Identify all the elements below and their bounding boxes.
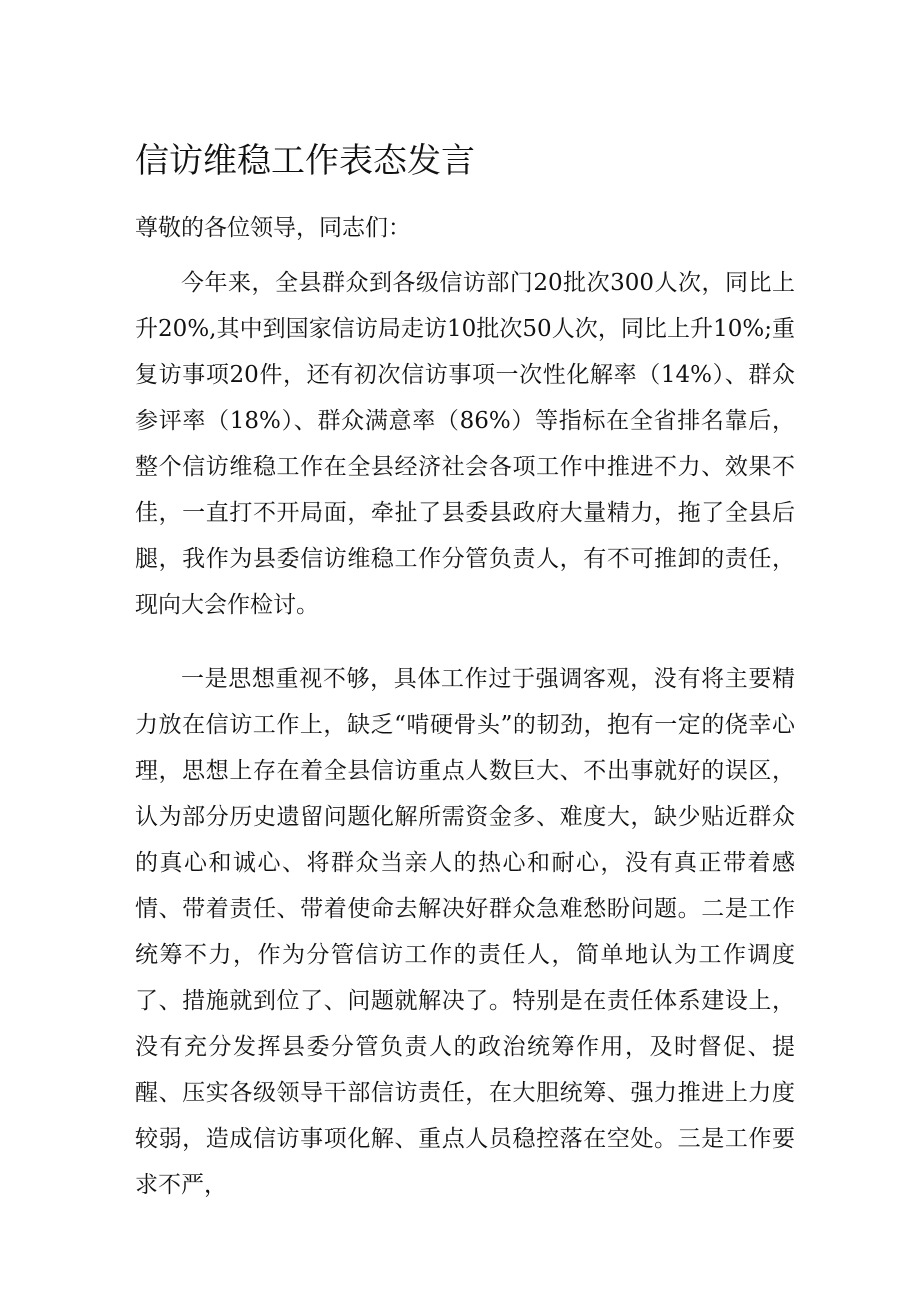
page-title: 信访维稳工作表态发言 (135, 141, 475, 181)
salutation: 尊敬的各位领导，同志们： (135, 215, 411, 241)
paragraph-2: 一是思想重视不够，具体工作过于强调客观，没有将主要精力放在信访工作上，缺乏“啃硬骨头”的韧劲，抱有一定的侥幸心理，思想上存在着全县信访重点人数巨大、不出事就好的误区，认为部分历史遗留问题化解所需资金多、难度大，缺少贴近群众的真心和诚心、将群众当亲人的热心和耐心，没有真正带着感情、带着责任、带着使命去解决好群众急难愁盼问题。二是工作统筹不力，作为分管信访工作的责任人，简单地认为工作调度了、措施就到位了、问题就解决了。特别是在责任体系建设上，没有充分发挥县委分管负责人的政治统筹作用，及时督促、提醒、压实各级领导干部信访责任，在大胆统筹、强力推进上力度较弱，造成信访事项化解、重点人员稳控落在空处。三是工作要求不严， (135, 666, 795, 1198)
paragraph-1: 今年来，全县群众到各级信访部门20批次300人次，同比上升20%,其中到国家信访局走访10批次50人次，同比上升10%;重复访事项20件，还有初次信访事项一次性化解率（14%）、群众参评率（18%）、群众满意率（86%）等指标在全省排名靠后，整个信访维稳工作在全县经济社会各项工作中推进不力、效果不佳，一直打不开局面，牵扯了县委县政府大量精力，拖了全县后腿，我作为县委信访维稳工作分管负责人，有不可推卸的责任，现向大会作检讨。 (135, 270, 795, 618)
